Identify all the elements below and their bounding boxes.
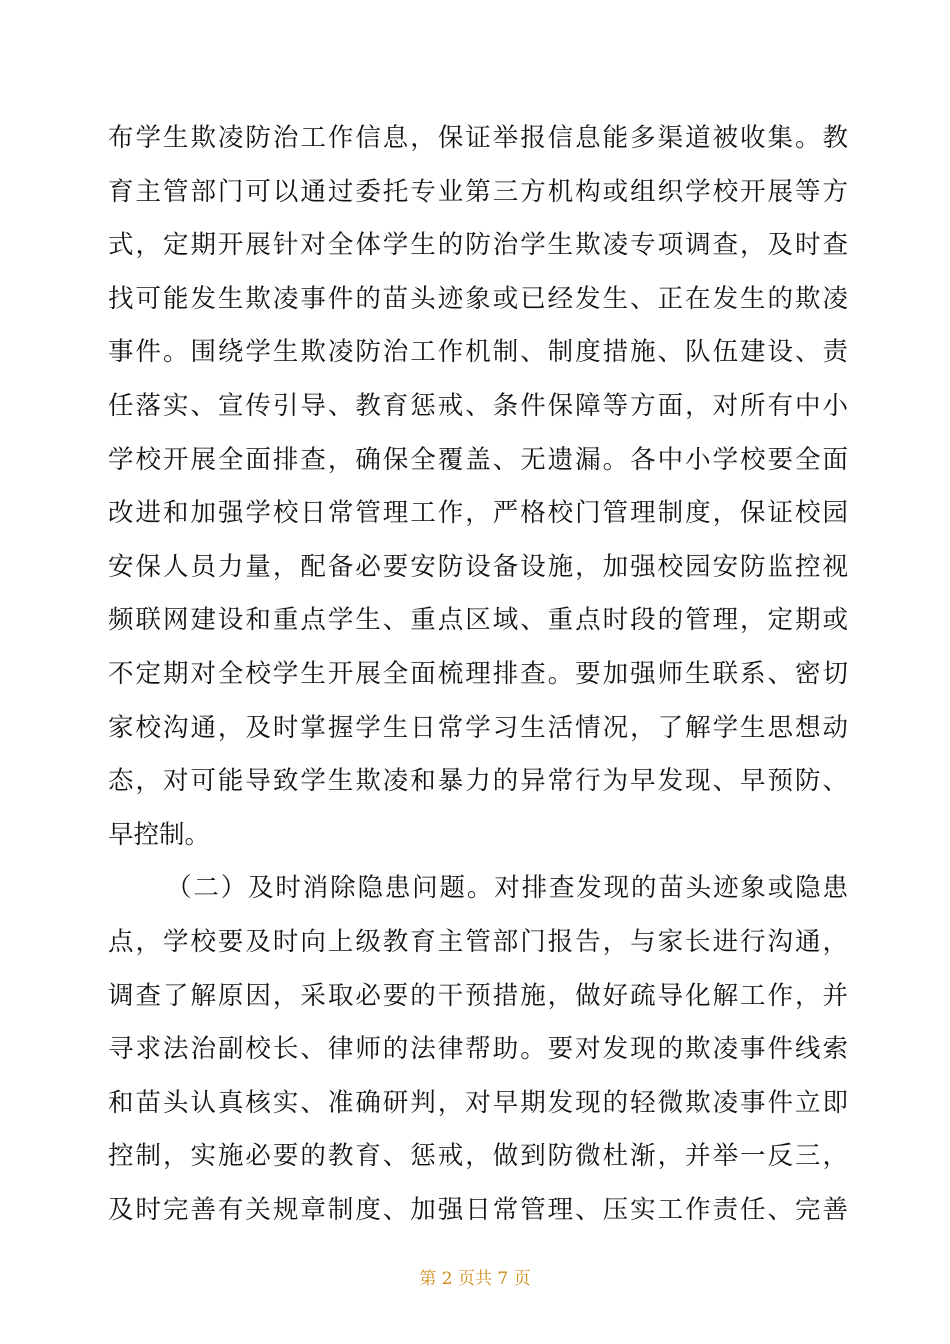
text-line: （二）及时消除隐患问题。对排查发现的苗头迹象或隐患 bbox=[166, 873, 848, 904]
text-line: 及时完善有关规章制度、加强日常管理、压实工作责任、完善 bbox=[108, 1194, 848, 1225]
text-line: 育主管部门可以通过委托专业第三方机构或组织学校开展等方 bbox=[108, 176, 848, 207]
text-line: 事件。围绕学生欺凌防治工作机制、制度措施、队伍建设、责 bbox=[108, 337, 848, 368]
text-line: 改进和加强学校日常管理工作，严格校门管理制度，保证校园 bbox=[108, 498, 848, 529]
text-line: 安保人员力量，配备必要安防设备设施，加强校园安防监控视 bbox=[108, 551, 848, 582]
text-line: 控制，实施必要的教育、惩戒，做到防微杜渐，并举一反三， bbox=[108, 1141, 848, 1172]
text-line: 布学生欺凌防治工作信息，保证举报信息能多渠道被收集。教 bbox=[108, 123, 848, 153]
text-line: 早控制。 bbox=[108, 819, 211, 850]
document-body bbox=[108, 112, 848, 1237]
text-line: 式，定期开展针对全体学生的防治学生欺凌专项调查，及时查 bbox=[108, 230, 848, 261]
text-line: 家校沟通，及时掌握学生日常学习生活情况，了解学生思想动 bbox=[108, 712, 848, 743]
page-footer bbox=[0, 1264, 950, 1289]
text-line: 和苗头认真核实、准确研判，对早期发现的轻微欺凌事件立即 bbox=[108, 1087, 848, 1118]
text-line: 找可能发生欺凌事件的苗头迹象或已经发生、正在发生的欺凌 bbox=[108, 283, 848, 314]
text-line: 寻求法治副校长、律师的法律帮助。要对发现的欺凌事件线索 bbox=[108, 1034, 848, 1065]
text-line: 态，对可能导致学生欺凌和暴力的异常行为早发现、早预防、 bbox=[108, 766, 848, 797]
text-line: 频联网建设和重点学生、重点区域、重点时段的管理，定期或 bbox=[108, 605, 848, 636]
paragraph bbox=[108, 112, 848, 862]
text-line: 不定期对全校学生开展全面梳理排查。要加强师生联系、密切 bbox=[108, 658, 848, 689]
paragraph bbox=[108, 862, 848, 1237]
text-line: 调查了解原因，采取必要的干预措施，做好疏导化解工作，并 bbox=[108, 980, 848, 1011]
text-line: 任落实、宣传引导、教育惩戒、条件保障等方面，对所有中小 bbox=[108, 390, 848, 421]
page-number-label: 第 2 页共 7 页 bbox=[419, 1269, 531, 1289]
text-line: 学校开展全面排查，确保全覆盖、无遗漏。各中小学校要全面 bbox=[108, 444, 848, 475]
text-line: 点，学校要及时向上级教育主管部门报告，与家长进行沟通， bbox=[108, 926, 848, 957]
